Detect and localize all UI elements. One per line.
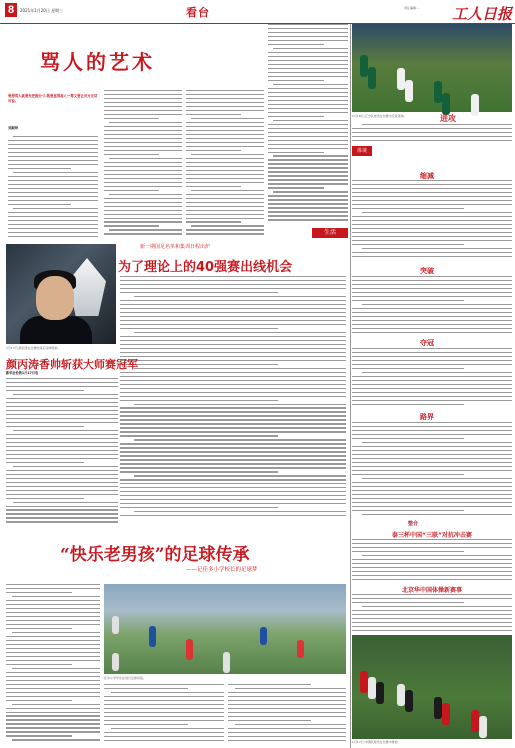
photo2-caption: 佳多小学学生在进行足球训练。 [104,676,147,680]
brief2-body [352,594,512,634]
right-body-4 [352,348,512,410]
photo3-caption: 1月18日,辽宁队球员在比赛中庆祝进球。 [352,114,407,118]
page-number: 8 [5,3,17,17]
article4-subtitle: ——记佳多小学校长的足球梦 [186,567,258,573]
article2-body [120,276,346,522]
section-title: 看台 [186,6,210,19]
article2-kicker: 新一期国足名单和集训日程出炉 [140,244,211,250]
keyword-duoguan: 夺冠 [420,339,434,347]
right-headline-jingong: 进攻 [440,114,456,123]
article4-body-col2 [104,684,224,746]
column-tag-sports: 体谈 [352,146,372,156]
keyword-suojian: 缩减 [420,172,434,180]
brief1-body [352,539,512,583]
section-zhenghe: 整合 [408,521,419,527]
children-football-photo [104,584,346,674]
brief2-headline: 北京华中国体操新赛事 [401,587,462,594]
keyword-tupo: 突破 [420,267,434,275]
column-tag: 生活 [312,228,348,238]
right-body-5 [352,422,512,518]
keyword-lujie: 路界 [420,413,434,421]
article1-summary: 要想骂人就要先把握分寸,既要显得高人一筹又要让对方无话可说。 [8,94,98,103]
issue-date: 2021年1月20日 星期三 [20,8,64,13]
article3-dateline: 新华社伦敦1月17日电 [6,371,39,375]
article3-headline: 颜丙涛香帅斩获大师赛冠军 [6,358,138,371]
editor-line: 责任编辑:... [404,6,420,10]
page-header [0,0,515,24]
brief1-headline: 泰三杯中国“三联”对抗冲击赛 [392,532,472,539]
article4-body-col3 [228,684,346,746]
article2-headline: 为了理论上的40强赛出线机会 [118,260,293,275]
photo4-caption: 1月17日,中国队球员在比赛中拼抢。 [352,740,401,744]
article4-body-col1 [6,584,100,744]
column-rule [350,24,351,748]
right-body-3 [352,276,512,336]
article1-headline: 骂人的艺术 [40,50,155,74]
article1-body-col3 [186,90,264,240]
football-match-photo [352,635,512,739]
article3-body [6,378,118,528]
snooker-player-photo [6,244,116,344]
article1-body-col4 [268,24,348,224]
basketball-photo [352,24,512,112]
article1-body-col1 [8,136,98,241]
article4-headline: “快乐老男孩”的足球传承 [60,545,250,565]
right-body-1 [352,124,512,144]
article1-author: 刘淑珍 [8,126,19,130]
photo1-caption: 1月17日,颜丙涛在比赛结束后亲吻奖杯。 [6,346,61,350]
article1-body-col2 [104,90,182,240]
right-body-2 [352,180,512,262]
newspaper-logo: 工人日报 [452,5,513,23]
